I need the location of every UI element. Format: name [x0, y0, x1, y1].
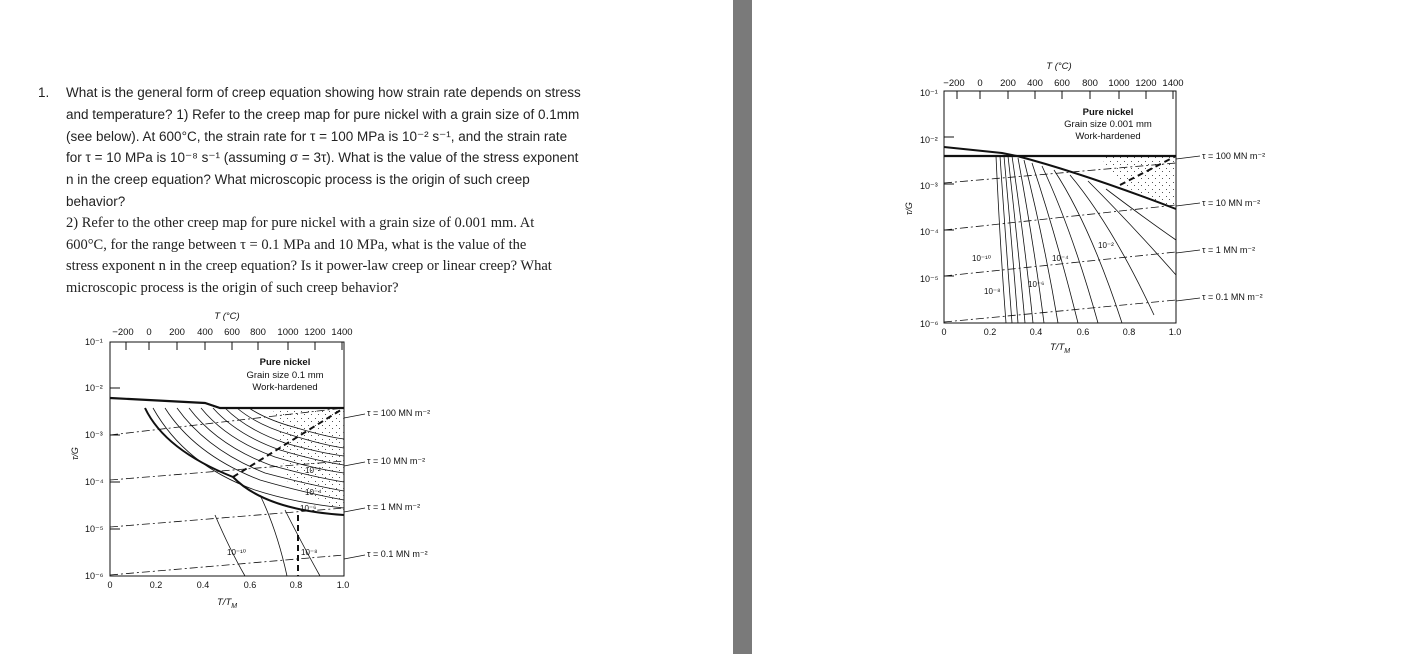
stress-label: τ = 10 MN m⁻²: [367, 456, 426, 466]
y-tick: 10⁻⁶: [920, 319, 939, 329]
question-line: n in the creep equation? What microscopic process is the origin of such creep: [66, 172, 530, 188]
contour-label: 10⁻¹⁰: [972, 254, 991, 263]
question-line: (see below). At 600°C, the strain rate for τ = 100 MPa is 10⁻² s⁻¹, and the strain rate: [66, 128, 568, 144]
top-tick: 800: [250, 327, 266, 338]
top-tick: 0: [977, 78, 983, 89]
y-tick: 10⁻²: [85, 383, 103, 393]
stress-label: τ = 0.1 MN m⁻²: [367, 549, 428, 559]
map-title: Pure nickel: [259, 357, 311, 368]
x-tick: 0.8: [1122, 327, 1136, 337]
contour-label: 10⁻⁴: [1052, 254, 1069, 263]
question-line: What is the general form of creep equation showing how strain rate depends on stress: [66, 85, 581, 100]
map-subtitle: Work-hardened: [1075, 131, 1141, 142]
contour-label: 10⁻⁶: [300, 504, 317, 513]
top-tick: 600: [224, 327, 240, 338]
question-line: stress exponent n in the creep equation? Is it power-law creep or linear creep? What: [66, 258, 552, 275]
question-line: microscopic process is the origin of such creep behavior?: [66, 280, 399, 297]
x-tick: 0: [941, 327, 947, 337]
stress-label: τ = 1 MN m⁻²: [367, 502, 421, 512]
y-tick: 10⁻⁵: [85, 524, 104, 534]
y-tick: 10⁻³: [920, 181, 938, 191]
x-tick: 0.2: [149, 580, 163, 590]
question-text: [66, 82, 626, 300]
x-tick: 0.4: [196, 580, 210, 590]
map-subtitle: Grain size 0.001 mm: [1064, 119, 1152, 130]
question-line: behavior?: [66, 193, 126, 209]
top-tick: 200: [169, 327, 185, 338]
top-tick: 400: [197, 327, 213, 338]
top-tick: 1200: [1135, 78, 1157, 89]
y-tick: 10⁻²: [920, 135, 938, 145]
x-tick: 0.6: [1076, 327, 1090, 337]
question-line: for τ = 10 MPa is 10⁻⁸ s⁻¹ (assuming σ = 3τ). What is the value of the stress exponent: [66, 150, 579, 166]
contour-label: 10⁻¹⁰: [227, 548, 246, 557]
question-line: 600°C, for the range between τ = 0.1 MPa and 10 MPa, what is the value of the: [66, 236, 527, 253]
top-tick: −200: [943, 78, 965, 89]
top-tick: 1400: [331, 327, 353, 338]
contour-label: 10⁻⁶: [1028, 280, 1045, 289]
top-tick: 1400: [1162, 78, 1184, 89]
x-axis-label: $T/T_M$: [1050, 342, 1071, 355]
dislocation-region: [1100, 156, 1176, 209]
x-tick: 1.0: [336, 580, 350, 590]
right-document-page: [752, 0, 1405, 654]
y-axis-label: τ/G: [70, 447, 80, 460]
top-tick: 800: [1082, 78, 1098, 89]
y-tick: 10⁻⁶: [85, 571, 104, 581]
contour-label: 10⁻⁸: [984, 287, 1001, 296]
x-tick: 0.2: [983, 327, 997, 337]
top-tick: 200: [1000, 78, 1016, 89]
ideal-strength-line: [110, 398, 344, 408]
x-tick: 1.0: [1168, 327, 1182, 337]
creep-map-right: [892, 55, 1404, 355]
y-tick: 10⁻¹: [920, 88, 938, 98]
top-tick: 400: [1027, 78, 1043, 89]
top-axis-title: T (°C): [214, 311, 240, 322]
x-tick: 0: [107, 580, 113, 590]
y-tick: 10⁻¹: [85, 337, 103, 347]
x-tick: 0.6: [243, 580, 257, 590]
y-axis-label: τ/G: [904, 202, 914, 215]
stress-label: τ = 0.1 MN m⁻²: [1202, 292, 1263, 302]
x-axis-label: $T/T_M$: [217, 597, 238, 610]
contour-label: 10⁻⁴: [305, 488, 322, 497]
top-axis-title: T (°C): [1046, 61, 1072, 72]
x-tick: 0.4: [1029, 327, 1043, 337]
stress-label: τ = 100 MN m⁻²: [367, 408, 431, 418]
contour-label: 10⁻²: [1098, 241, 1114, 250]
question-number: 1.: [38, 85, 50, 100]
map-subtitle: Work-hardened: [252, 382, 318, 393]
contour-label: 10⁻⁸: [301, 548, 318, 557]
stress-label: τ = 1 MN m⁻²: [1202, 245, 1256, 255]
boundary-line: [944, 147, 1017, 156]
top-tick: −200: [112, 327, 134, 338]
question-line: 2) Refer to the other creep map for pure nickel with a grain size of 0.001 mm. At: [66, 214, 535, 231]
top-tick: 1000: [1108, 78, 1130, 89]
page-divider: [733, 0, 752, 654]
map-subtitle: Grain size 0.1 mm: [246, 370, 324, 381]
x-tick: 0.8: [289, 580, 303, 590]
y-tick: 10⁻⁴: [920, 227, 939, 237]
y-tick: 10⁻³: [85, 430, 103, 440]
stress-label: τ = 100 MN m⁻²: [1202, 151, 1266, 161]
creep-map-left: [55, 305, 475, 617]
y-tick: 10⁻⁴: [85, 477, 104, 487]
boundary-line: [145, 408, 233, 477]
question-line: and temperature? 1) Refer to the creep map for pure nickel with a grain size of 0.1mm: [66, 106, 580, 122]
top-tick: 0: [146, 327, 152, 338]
top-tick: 1200: [304, 327, 326, 338]
stress-label: τ = 10 MN m⁻²: [1202, 198, 1261, 208]
top-tick: 600: [1054, 78, 1070, 89]
map-title: Pure nickel: [1082, 107, 1134, 118]
contour-label: 10⁻²: [305, 466, 321, 475]
top-tick: 1000: [277, 327, 299, 338]
y-tick: 10⁻⁵: [920, 274, 939, 284]
